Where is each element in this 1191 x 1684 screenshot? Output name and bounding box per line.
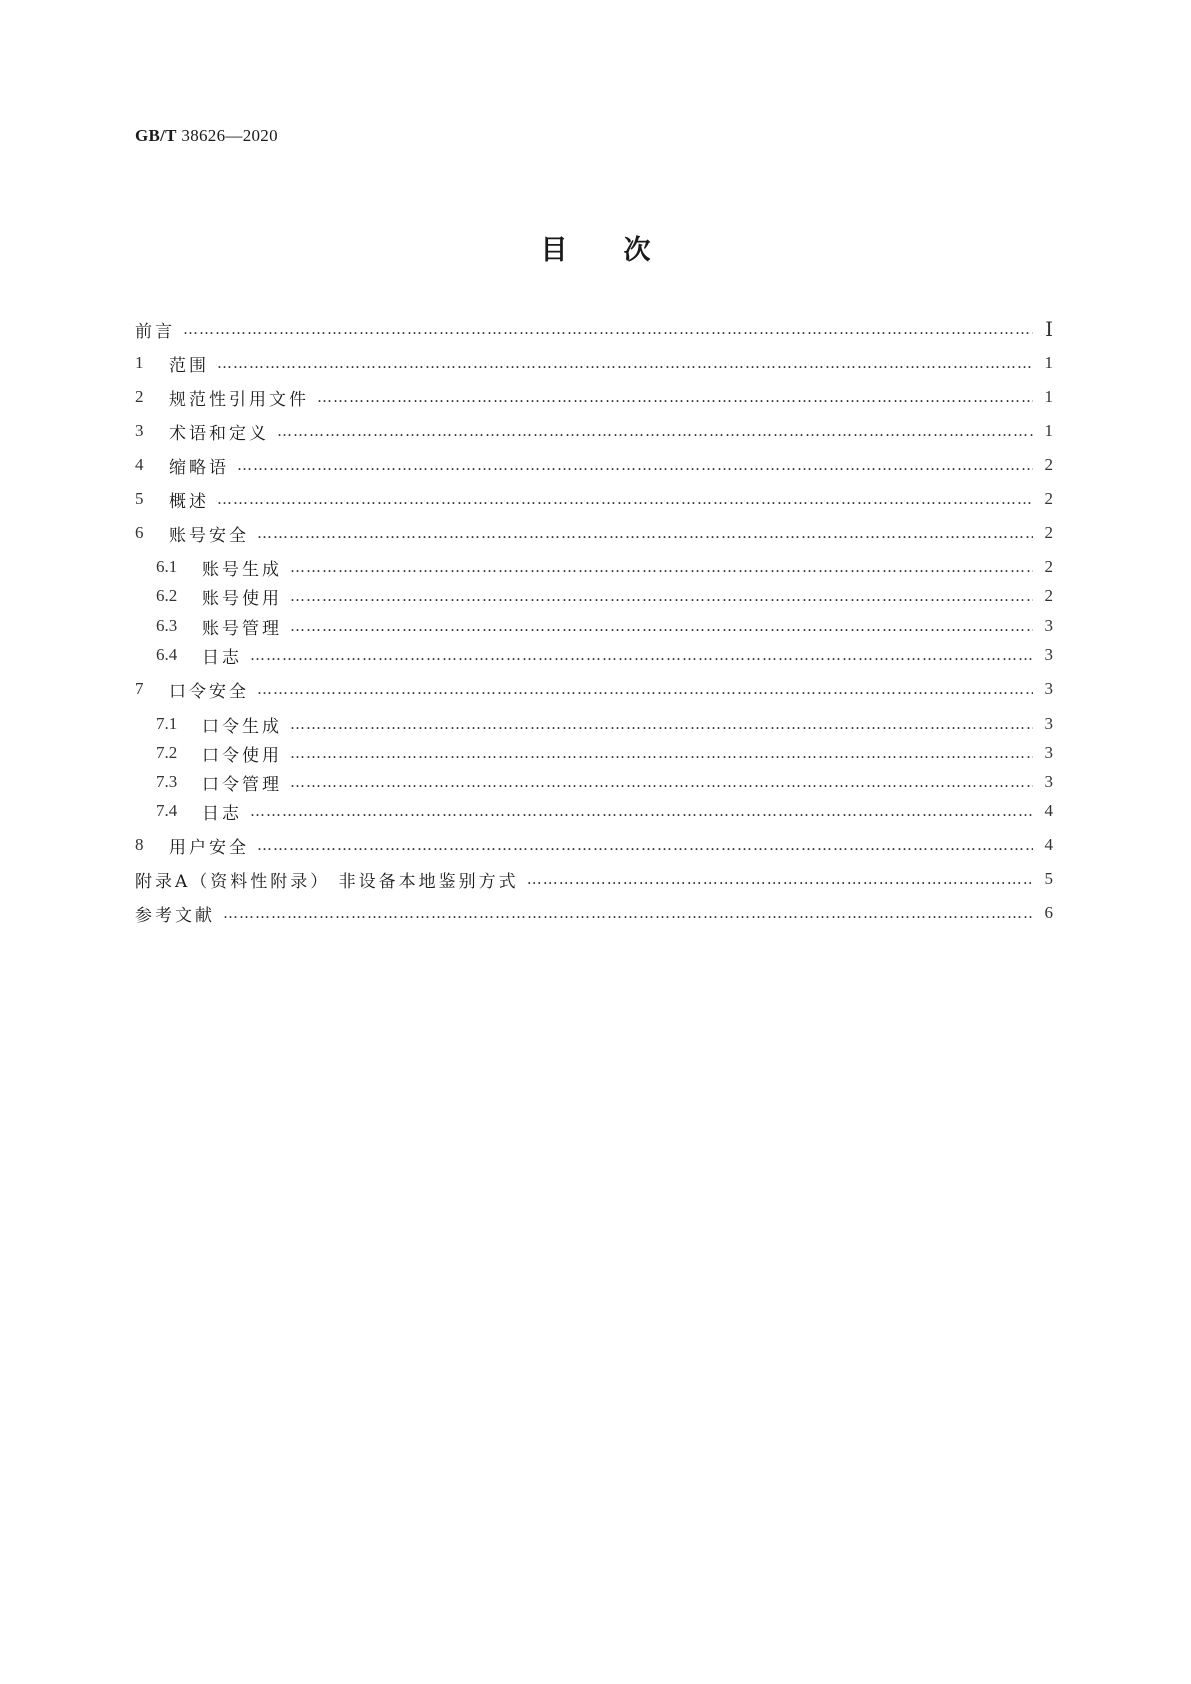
toc-entry-page: 3 <box>1044 772 1053 791</box>
toc-entry-label: 口令安全 <box>169 681 249 702</box>
toc-entry[interactable] <box>156 770 1053 794</box>
dot-leader <box>290 744 1033 762</box>
toc-entry-page: Ⅰ <box>1045 318 1053 341</box>
toc-entry-label: 口令管理 <box>202 774 282 795</box>
toc-entry-label: 范围 <box>169 355 209 376</box>
dot-leader <box>290 715 1033 733</box>
toc-entry[interactable] <box>135 677 1053 701</box>
toc-entry[interactable] <box>156 712 1053 736</box>
toc-entry-label: 缩略语 <box>169 457 229 478</box>
toc-entry-number: 7.3 <box>156 772 178 791</box>
dot-leader <box>290 617 1033 635</box>
dot-leader <box>250 802 1033 820</box>
dot-leader <box>217 490 1033 508</box>
standard-number: 38626—2020 <box>181 126 278 145</box>
toc-entry-page: 2 <box>1044 557 1053 576</box>
toc-entry[interactable] <box>135 833 1053 857</box>
dot-leader <box>257 836 1033 854</box>
standard-code: GB/T <box>135 126 177 145</box>
toc-entry-page: 2 <box>1044 455 1053 474</box>
toc-entry-page: 1 <box>1044 421 1053 440</box>
toc-entry-number: 6.1 <box>156 557 178 576</box>
dot-leader <box>317 388 1033 406</box>
toc-entry-label: 账号使用 <box>202 588 282 609</box>
toc-entry-page: 4 <box>1044 801 1053 820</box>
toc-entry[interactable] <box>135 351 1053 375</box>
toc-entry-label: 口令使用 <box>202 745 282 766</box>
toc-entry[interactable] <box>135 867 1053 891</box>
toc-entry-number: 8 <box>135 835 144 854</box>
dot-leader <box>277 422 1033 440</box>
toc-entry-number: 4 <box>135 455 144 474</box>
toc-entry-label: 规范性引用文件 <box>169 389 309 410</box>
toc-entry-page: 6 <box>1044 903 1053 922</box>
toc-entry-label: 参考文献 <box>135 905 215 926</box>
toc-entry[interactable] <box>135 453 1053 477</box>
toc-entry-page: 3 <box>1044 743 1053 762</box>
toc-entry-label: 用户安全 <box>169 837 249 858</box>
toc-entry[interactable] <box>135 419 1053 443</box>
toc-entry-number: 2 <box>135 387 144 406</box>
toc-entry-number: 6.2 <box>156 586 178 605</box>
toc-entry[interactable] <box>156 584 1053 608</box>
toc-entry[interactable] <box>135 385 1053 409</box>
dot-leader <box>290 587 1033 605</box>
dot-leader <box>290 558 1033 576</box>
toc-entry[interactable] <box>156 741 1053 765</box>
toc-entry-number: 3 <box>135 421 144 440</box>
toc-entry[interactable] <box>156 799 1053 823</box>
dot-leader <box>257 680 1033 698</box>
toc-entry-page: 3 <box>1044 645 1053 664</box>
toc-entry-number: 7.1 <box>156 714 178 733</box>
dot-leader <box>250 646 1033 664</box>
toc-entry-page: 2 <box>1044 489 1053 508</box>
toc-entry-number: 7 <box>135 679 144 698</box>
toc-entry-label: 口令生成 <box>202 716 282 737</box>
toc-entry-number: 6.3 <box>156 616 178 635</box>
toc-entry-label: 日志 <box>202 803 242 824</box>
toc-entry-number: 5 <box>135 489 144 508</box>
toc-entry-page: 3 <box>1044 616 1053 635</box>
toc-entry[interactable] <box>156 643 1053 667</box>
toc-entry-label: 概述 <box>169 491 209 512</box>
toc-entry[interactable] <box>135 487 1053 511</box>
toc-entry[interactable] <box>135 521 1053 545</box>
toc-entry-label: 日志 <box>202 647 242 668</box>
toc-entry-number: 6 <box>135 523 144 542</box>
toc-entry-label: 账号安全 <box>169 525 249 546</box>
dot-leader <box>183 320 1033 338</box>
toc-entry-number: 7.4 <box>156 801 178 820</box>
dot-leader <box>237 456 1033 474</box>
dot-leader <box>257 524 1033 542</box>
toc-entry[interactable] <box>135 901 1053 925</box>
dot-leader <box>223 904 1033 922</box>
toc-entry-label: 账号生成 <box>202 559 282 580</box>
toc-entry-page: 1 <box>1044 353 1053 372</box>
toc-entry[interactable] <box>156 555 1053 579</box>
toc-entry-page: 2 <box>1044 523 1053 542</box>
toc-entry-number: 6.4 <box>156 645 178 664</box>
toc-entry-label: 账号管理 <box>202 618 282 639</box>
toc-entry[interactable] <box>135 317 1053 341</box>
page-title: 目次 <box>540 235 707 266</box>
toc-entry[interactable] <box>156 614 1053 638</box>
toc-entry-label: 附录A（资料性附录） 非设备本地鉴别方式 <box>135 871 519 892</box>
toc-entry-number: 1 <box>135 353 144 372</box>
toc-entry-page: 2 <box>1044 586 1053 605</box>
toc-entry-page: 1 <box>1044 387 1053 406</box>
toc-entry-page: 5 <box>1044 869 1053 888</box>
toc-entry-number: 7.2 <box>156 743 178 762</box>
dot-leader <box>527 870 1033 888</box>
dot-leader <box>217 354 1033 372</box>
dot-leader <box>290 773 1033 791</box>
standard-identifier <box>135 126 278 146</box>
toc-entry-page: 3 <box>1044 679 1053 698</box>
toc-entry-page: 3 <box>1044 714 1053 733</box>
toc-entry-label: 前言 <box>135 321 175 342</box>
toc-entry-page: 4 <box>1044 835 1053 854</box>
toc-entry-label: 术语和定义 <box>169 423 269 444</box>
